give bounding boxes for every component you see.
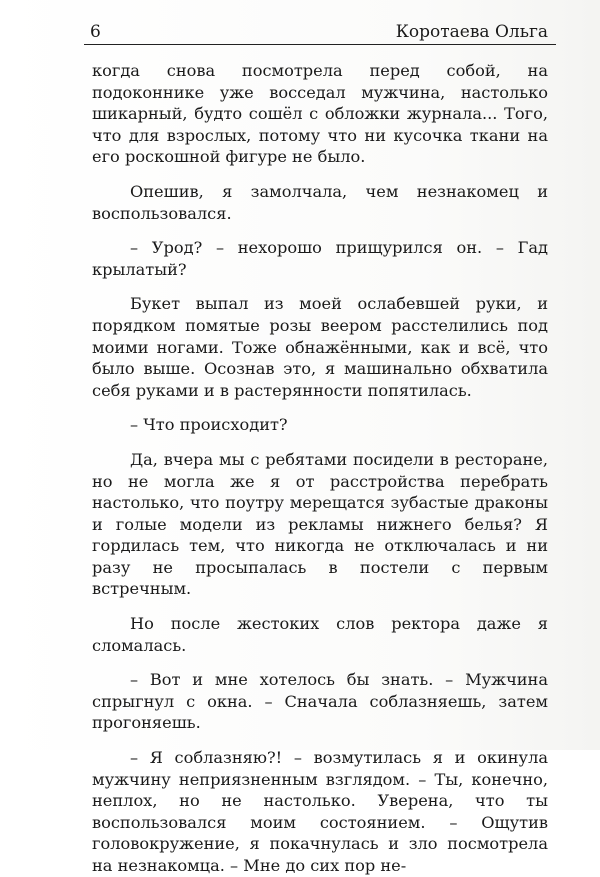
paragraph: Опешив, я замолчала, чем незнакомец и воспользовался. — [92, 181, 548, 223]
text-body — [92, 60, 548, 877]
paragraph: – Урод? – нехорошо прищурился он. – Гад крылатый? — [92, 238, 548, 279]
paragraph: Но после жестоких слов ректора даже я сломалась. — [92, 614, 548, 655]
paragraph: – Что происходит? — [130, 415, 288, 435]
paragraph: Да, вчера мы с ребятами посидели в ресторане, но не могла же я от расстройства перебрать настолько, что поутру мерещатся зубастые драконы и голые модели из рекламы нижнего белья? Я гордилась тем, что никогда не отключалась и ни разу не просыпалась в постели с первым встречным. — [92, 449, 548, 599]
paragraph: Букет выпал из моей ослабевшей руки, и порядком помятые розы веером расстелились под моими ногами. Тоже обнажёнными, как и всё, что было выше. Осознав это, я машинально обхватила себя руками и в растерянности попятилась. — [92, 294, 548, 400]
running-header — [84, 10, 556, 45]
paragraph: – Я соблазняю?! – возмутилась я и окинула мужчину неприязненным взглядом. – Ты, конечно, неплох, но не настолько. Уверена, что ты воспользовался моим состоянием. – Ощутив головокружение, я покачнулась и зло посмотрела на незнакомца. – Мне до сих пор не- — [92, 748, 548, 875]
author-name: Коротаева Ольга — [395, 22, 548, 42]
paragraph: когда снова посмотрела перед собой, на подоконнике уже восседал мужчина, настолько шикарный, будто сошёл с обложки журнала... Того, что для взрослых, потому что ни кусочка ткани на его роскошной фигуре не было. — [92, 61, 548, 167]
paragraph: – Вот и мне хотелось бы знать. – Мужчина спрыгнул с окна. – Сначала соблазняешь, затем прогоняешь. — [92, 670, 548, 733]
page-number: 6 — [90, 22, 101, 42]
